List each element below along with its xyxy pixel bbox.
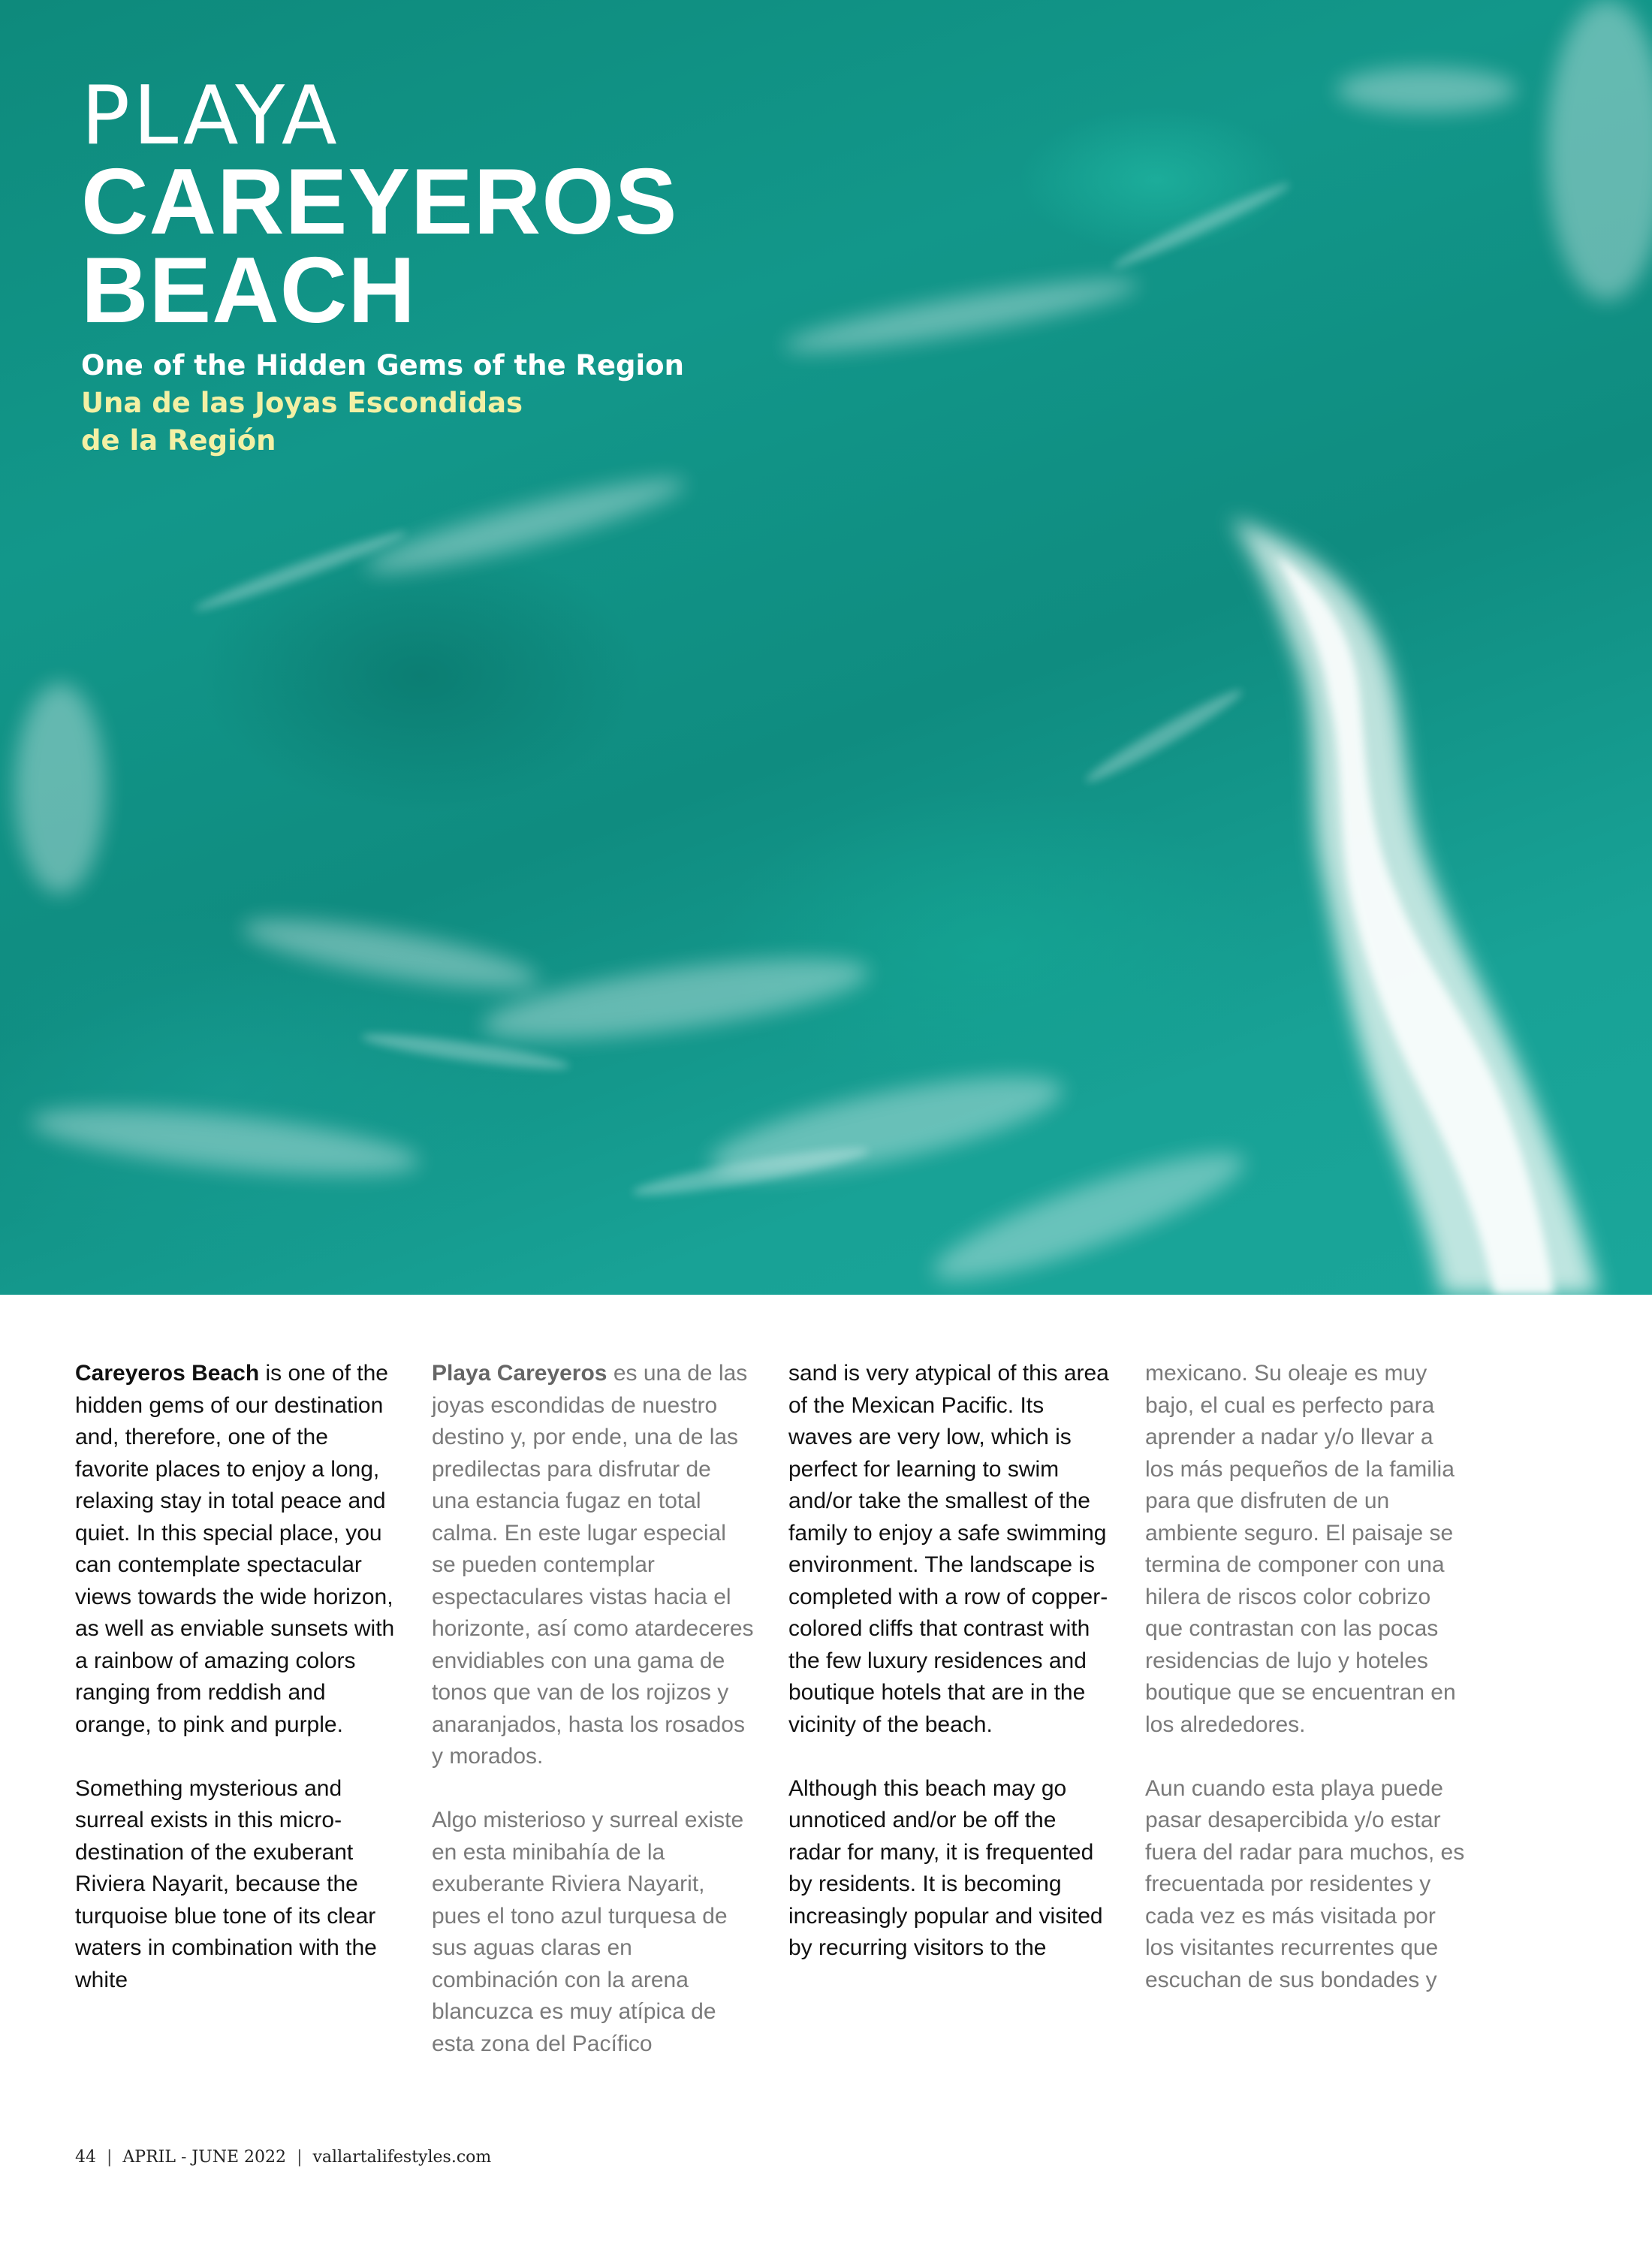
paragraph: Algo misterioso y surreal existe en esta minibahía de la exuberante Riviera Nayarit, pues el tono azul turquesa de sus aguas claras en combinación con la arena blancuzca es muy atípica de esta zona del Pacífico <box>432 1808 744 2056</box>
subtitle-spanish-line1: Una de las Joyas Escondidas <box>81 387 523 419</box>
title-line-careyeros: CAREYEROS <box>81 150 678 254</box>
title-line-beach: BEACH <box>81 239 416 342</box>
column-1-english <box>75 1358 398 2028</box>
column-4-spanish <box>1145 1358 1468 2028</box>
paragraph <box>432 1358 755 1773</box>
website-link[interactable]: vallartalifestyles.com <box>312 2148 492 2167</box>
column-2-spanish <box>432 1358 755 2092</box>
paragraph: Aun cuando esta playa puede pasar desapercibida y/o estar fuera del radar para muchos, es frecuentada por residentes y cada vez es más visitada por los visitantes recurrentes que escuchan de sus bondades y <box>1145 1775 1465 1992</box>
page-footer <box>75 2148 491 2167</box>
article-subtitle <box>81 347 684 460</box>
page-number: 44 <box>75 2148 96 2167</box>
footer-separator: | <box>107 2148 113 2167</box>
subtitle-spanish-line2: de la Región <box>81 424 276 457</box>
column-3-english <box>788 1358 1111 1996</box>
paragraph-text: es una de las joyas escondidas de nuestro destino y, por ende, una de las predilectas para disfrutar de una estancia fugaz en total calma. En este lugar especial se pueden contemplar espectaculares vistas hacia el horizonte, así como atardeceres envidiables con una gama de tonos que van de los rojizos y anaranjados, hasta los rosados y morados. <box>432 1361 754 1769</box>
bold-lead: Playa Careyeros <box>432 1361 607 1386</box>
footer-separator: | <box>297 2148 303 2167</box>
bold-lead: Careyeros Beach <box>75 1361 260 1386</box>
paragraph: Although this beach may go unnoticed and/or be off the radar for many, it is frequented by residents. It is becoming increasingly popular and visited by recurring visitors to the <box>788 1775 1103 1960</box>
paragraph <box>75 1358 398 1741</box>
subtitle-english: One of the Hidden Gems of the Region <box>81 349 684 382</box>
article-title <box>81 69 678 342</box>
title-line-playa: PLAYA <box>81 69 340 163</box>
paragraph-text: is one of the hidden gems of our destination and, therefore, one of the favorite places to enjoy a long, relaxing stay in total peace and quiet. In this special place, you can contemplate spectacular views towards the wide horizon, as well as enviable sunsets with a rainbow of amazing colors ranging from reddish and orange, to pink and purple. <box>75 1361 395 1737</box>
issue-date: APRIL - JUNE 2022 <box>122 2148 287 2167</box>
paragraph: Something mysterious and surreal exists in this micro-destination of the exuberant Riviera Nayarit, because the turquoise blue tone of its clear waters in combination with the white <box>75 1775 377 1992</box>
paragraph: mexicano. Su oleaje es muy bajo, el cual es perfecto para aprender a nadar y/o llevar a los más pequeños de la familia para que disfruten de un ambiente seguro. El paisaje se termina de componer con una hilera de riscos color cobrizo que contrastan con las pocas residencias de lujo y hoteles boutique que se encuentran en los alrededores. <box>1145 1361 1456 1737</box>
paragraph: sand is very atypical of this area of the Mexican Pacific. Its waves are very low, which is perfect for learning to swim and/or take the smallest of the family to enjoy a safe swimming environment. The landscape is completed with a row of copper-colored cliffs that contrast with the few luxury residences and boutique hotels that are in the vicinity of the beach. <box>788 1361 1109 1737</box>
